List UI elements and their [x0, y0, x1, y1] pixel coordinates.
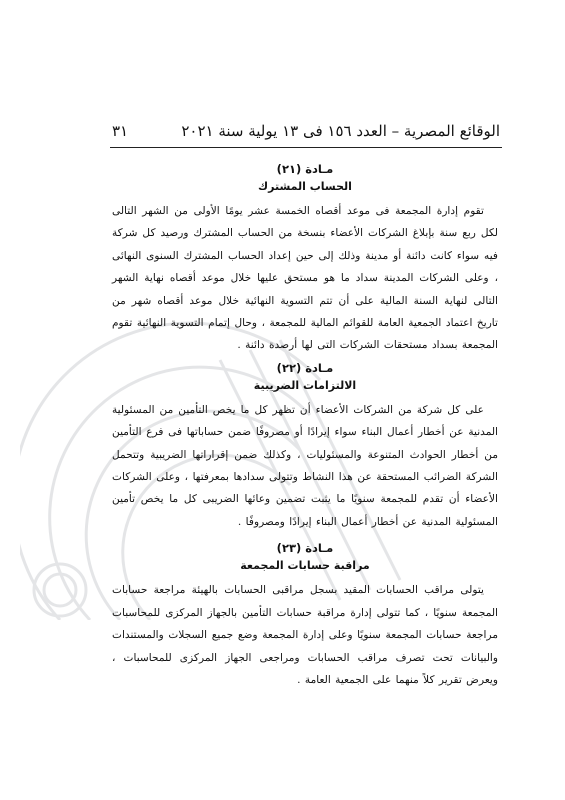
article-title: مـادة (٢١)	[276, 162, 334, 176]
gazette-title: الوقائع المصرية – العدد ١٥٦ فى ١٣ يولية سنة ٢٠٢١	[181, 122, 500, 140]
article-23	[112, 539, 498, 691]
article-subtitle: الحساب المشترك	[258, 180, 352, 193]
article-subtitle: مراقبة حسابات المجمعة	[240, 559, 370, 573]
document-body	[112, 160, 498, 693]
page-header	[112, 122, 500, 140]
article-title: مـادة (٢٢)	[276, 360, 334, 375]
page-number: ٣١	[112, 122, 129, 140]
article-title: مـادة (٢٣)	[276, 541, 334, 556]
article-21	[112, 160, 498, 357]
article-paragraph: يتولى مراقب الحسابات المقيد بسجل مراقبى الحسابات بالهيئة مراجعة حسابات المجمعة سنويًا ، كما تتولى إدارة مراقبة حسابات التأمين بالجهاز المركزى للمحاسبات مراجعة حسابات المجمعة سنويًا وعلى إدارة المجمعة وضع جميع السجلات والمستندات والبيانات تحت تصرف مراقب الحسابات ومراجعى الجهاز المركزى للمحاسبات ، ويعرض تقرير كلاً منهما على الجمعية العامة .	[112, 584, 498, 686]
article-paragraph: تقوم إدارة المجمعة فى موعد أقصاه الخمسة عشر يومًا الأولى من الشهر التالى لكل ربع سنة بإبلاغ الشركات الأعضاء بنسخة من الحساب المشترك ورصيد كل شركة فيه سواء كانت دائنة أو مدينة وذلك إلى حين إعداد الحساب المشترك السنوى النهائى ، وعلى الشركات المدينة سداد ما هو مستحق عليها خلال موعد أقصاه نهاية الشهر التالى لنهاية السنة المالية على أن تتم التسوية النهائية خلال موعد أقصاه شهر من تاريخ اعتماد الجمعية العامة للقوائم المالية للمجمعة ، وحال إتمام التسوية النهائية تقوم المجمعة بسداد مستحقات الشركات التى لها أرصدة دائنة .	[112, 205, 498, 352]
article-22	[112, 359, 498, 533]
article-paragraph: على كل شركة من الشركات الأعضاء أن تظهر كل ما يخص التأمين من المسئولية المدنية عن أخطار أعمال البناء سواء إيرادًا أو مصروفًا ضمن حساباتها فى فرع التأمين من أخطار الحوادث المتنوعة والمسئوليات ، وكذلك ضمن إقراراتها الضريبية وتتحمل الشركة الضرائب المستحقة عن هذا النشاط وتتولى سدادها بمعرفتها ، وعلى الشركات الأعضاء أن تقدم للمجمعة سنويًا ما يثبت تضمين وعائها الضريبى كل ما يخص تأمين المسئولية المدنية عن أخطار أعمال البناء إيرادًا ومصروفًا .	[112, 403, 498, 528]
article-subtitle: الالتزامات الضريبية	[253, 378, 357, 392]
header-divider	[110, 147, 502, 148]
